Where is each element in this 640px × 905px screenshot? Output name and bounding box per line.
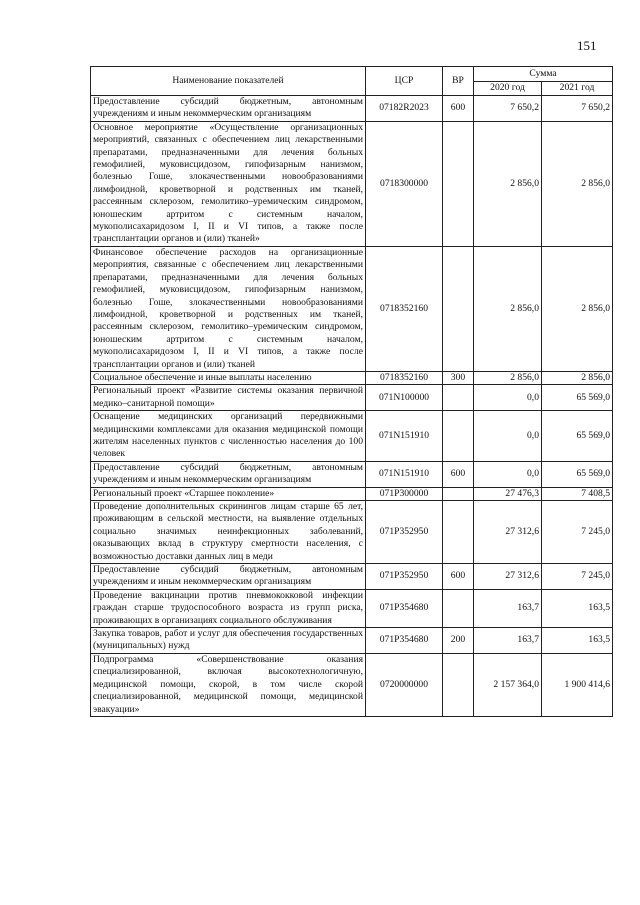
table-row [91, 121, 613, 246]
page-number: 151 [577, 38, 597, 53]
row-name: Оснащение медицинских организаций передвижными медицинскими комплексами для оказания медицинской помощи жителям населенных пунктов с численностью населения до 100 человек [91, 411, 366, 462]
row-csr: 071P354680 [366, 589, 443, 627]
header-year-2021: 2021 год [542, 82, 613, 96]
row-2020: 163,7 [474, 628, 542, 654]
row-2020: 27 312,6 [474, 564, 542, 590]
row-2021: 7 245,0 [542, 564, 613, 590]
row-vr: 200 [443, 628, 474, 654]
row-csr: 071P354680 [366, 628, 443, 654]
row-2021: 65 569,0 [542, 411, 613, 462]
row-vr [443, 501, 474, 564]
row-vr [443, 121, 474, 246]
row-csr: 071N151910 [366, 461, 443, 487]
row-name: Предоставление субсидий бюджетным, автономным учреждениям и иным некоммерческим организациям [91, 461, 366, 487]
header-name: Наименование показателей [91, 67, 366, 96]
table-row [91, 96, 613, 122]
row-name: Региональный проект «Развитие системы оказания первичной медико–санитарной помощи» [91, 385, 366, 411]
row-2020: 2 856,0 [474, 246, 542, 371]
row-2020: 7 650,2 [474, 96, 542, 122]
row-2021: 163,5 [542, 589, 613, 627]
header-vr: ВР [443, 67, 474, 96]
row-name: Проведение вакцинации против пневмококковой инфекции граждан старше трудоспособного возраста из групп риска, проживающих в организациях социального обслуживания [91, 589, 366, 627]
table-row [91, 653, 613, 716]
row-2021: 163,5 [542, 628, 613, 654]
row-name: Предоставление субсидий бюджетным, автономным учреждениям и иным некоммерческим организациям [91, 564, 366, 590]
row-csr: 071N151910 [366, 411, 443, 462]
row-2021: 1 900 414,6 [542, 653, 613, 716]
table-row [91, 385, 613, 411]
table-row [91, 246, 613, 371]
row-name: Предоставление субсидий бюджетным, автономным учреждениям и иным некоммерческим организациям [91, 96, 366, 122]
row-name: Региональный проект «Старшее поколение» [91, 487, 366, 500]
row-csr: 0718300000 [366, 121, 443, 246]
row-name: Социальное обеспечение и иные выплаты населению [91, 371, 366, 384]
row-vr [443, 487, 474, 500]
table-row [91, 487, 613, 500]
header-year-2020: 2020 год [474, 82, 542, 96]
table-row [91, 564, 613, 590]
row-vr: 600 [443, 96, 474, 122]
row-vr [443, 246, 474, 371]
table-row [91, 589, 613, 627]
row-vr: 600 [443, 564, 474, 590]
header-csr: ЦСР [366, 67, 443, 96]
row-csr: 071P352950 [366, 501, 443, 564]
table-row [91, 628, 613, 654]
row-2020: 2 856,0 [474, 371, 542, 384]
row-csr: 0720000000 [366, 653, 443, 716]
row-csr: 0718352160 [366, 246, 443, 371]
row-2020: 2 157 364,0 [474, 653, 542, 716]
row-2020: 163,7 [474, 589, 542, 627]
row-vr [443, 411, 474, 462]
table-row [91, 411, 613, 462]
row-csr: 0718352160 [366, 371, 443, 384]
table-row [91, 501, 613, 564]
row-name: Проведение дополнительных скринингов лицам старше 65 лет, проживающим в сельской местности, на выявление отдельных социально значимых неинфекционных заболеваний, оказывающих вклад в структуру смертности населения, с возможностью доставки данных лиц в меди [91, 501, 366, 564]
row-2021: 7 245,0 [542, 501, 613, 564]
row-2021: 65 569,0 [542, 461, 613, 487]
row-vr [443, 589, 474, 627]
row-csr: 07182R2023 [366, 96, 443, 122]
row-2021: 2 856,0 [542, 246, 613, 371]
row-2020: 2 856,0 [474, 121, 542, 246]
row-csr: 071P352950 [366, 564, 443, 590]
row-2021: 7 650,2 [542, 96, 613, 122]
row-2020: 0,0 [474, 461, 542, 487]
row-vr [443, 653, 474, 716]
row-vr: 600 [443, 461, 474, 487]
row-vr: 300 [443, 371, 474, 384]
row-2020: 0,0 [474, 411, 542, 462]
row-csr: 071N100000 [366, 385, 443, 411]
row-2020: 27 312,6 [474, 501, 542, 564]
table-row [91, 371, 613, 384]
budget-table [90, 66, 613, 717]
row-name: Основное мероприятие «Осуществление организационных мероприятий, связанных с обеспечением лиц лекарственными препаратами, предназначенными для лечения больных гемофилией, муковисцидозом, гипофизарным нанизмом, болезнью Гоше, злокачественными новообразованиями лимфоидной, кроветворной и родственных им тканей, рассеянным склерозом, гемолитико–уремическим синдромом, юношеским артритом с системным началом, мукополисахаридозом I, II и VI типов, а также после трансплантации органов и (или) тканей» [91, 121, 366, 246]
table-row [91, 461, 613, 487]
header-sum: Сумма [474, 67, 613, 82]
row-name: Закупка товаров, работ и услуг для обеспечения государственных (муниципальных) нужд [91, 628, 366, 654]
row-2021: 2 856,0 [542, 371, 613, 384]
row-csr: 071P300000 [366, 487, 443, 500]
row-2020: 27 476,3 [474, 487, 542, 500]
row-2020: 0,0 [474, 385, 542, 411]
row-vr [443, 385, 474, 411]
row-2021: 2 856,0 [542, 121, 613, 246]
row-2021: 65 569,0 [542, 385, 613, 411]
row-name: Финансовое обеспечение расходов на организационные мероприятия, связанные с обеспечением лиц лекарственными препаратами, предназначенными для лечения больных гемофилией, муковисцидозом, гипофизарным нанизмом, болезнью Гоше, злокачественными новообразованиями лимфоидной, кроветворной и родственных им тканей, рассеянным склерозом, гемолитико–уремическим синдромом, юношеским артритом с системным началом, мукополисахаридозом I, II и VI типов, а также после трансплантации органов и (или) тканей [91, 246, 366, 371]
row-name: Подпрограмма «Совершенствование оказания специализированной, включая высокотехнологичную, медицинской помощи, скорой, в том числе скорой специализированной, медицинской помощи, медицинской эвакуации» [91, 653, 366, 716]
row-2021: 7 408,5 [542, 487, 613, 500]
